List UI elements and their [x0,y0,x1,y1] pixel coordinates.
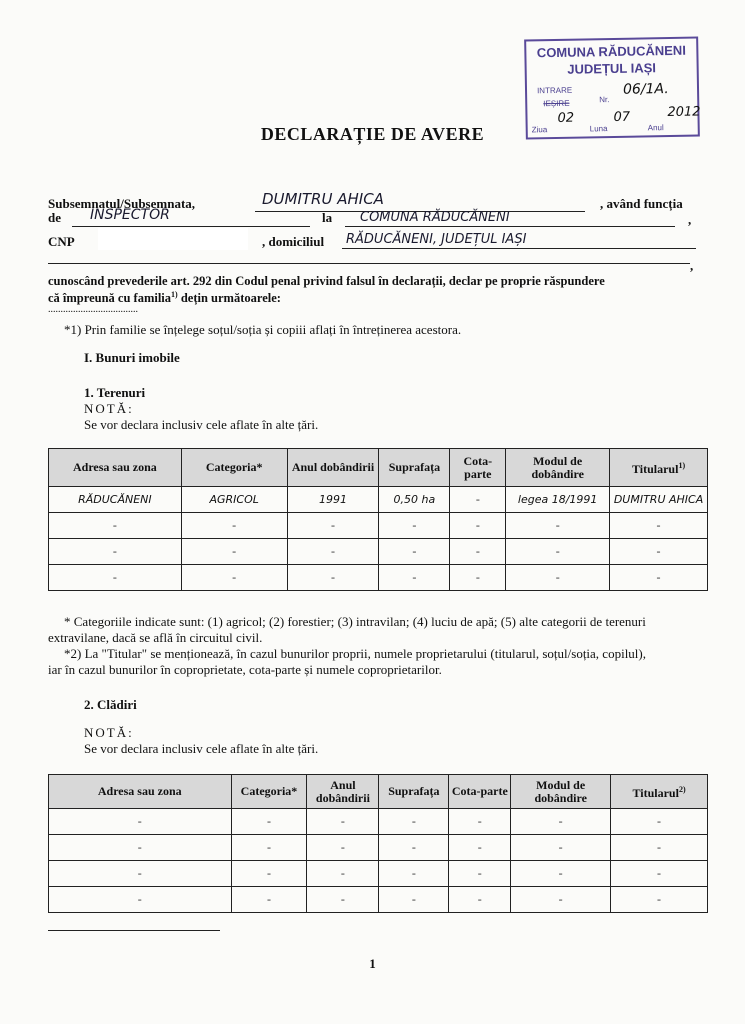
stamp-nr-value: 06/1A. [622,81,669,98]
domiciliul-label: , domiciliul [262,234,325,249]
domiciliul-field: RĂDUCĂNENI, JUDEȚUL IAȘI [346,232,527,247]
column-header: Cota-parte [450,449,506,487]
note-titular: *2) La "Titular" se menționează, în cazul bunurilor proprii, numele proprietarului (titularul, soțul/soția, copilul), [64,646,646,661]
table-cell: - [231,809,307,835]
dots: .................................... [48,304,138,315]
domiciliul-underline-2 [48,263,690,264]
functia-underline [72,226,310,227]
table-cell: - [181,565,287,591]
table-cell: RĂDUCĂNENI [49,487,182,513]
table-cell: - [511,809,611,835]
stamp-intrare: INTRARE [536,85,573,96]
table-cell: DUMITRU AHICA [610,487,708,513]
table-cell: - [49,809,232,835]
table-cell: - [611,835,708,861]
table-cell: - [379,861,449,887]
table-row [49,809,708,835]
cladiri-table [48,774,708,913]
cnp-redacted-field [98,228,248,250]
document-title: DECLARAȚIE DE AVERE [260,124,485,144]
stamp-year: 2012 [667,104,701,121]
table-cell: - [49,565,182,591]
column-header: Titularul$^{2)}$ [611,775,708,809]
stamp-month: 07 [613,109,631,125]
column-header: Suprafața [379,449,450,487]
name-field: DUMITRU AHICA [262,190,384,208]
la-field: COMUNA RĂDUCĂNENI [360,210,510,225]
table-cell: - [379,513,450,539]
table-cell: - [379,809,449,835]
column-header: Anul dobândirii [307,775,379,809]
functia-field: INSPECTOR [90,207,170,223]
stamp-nr-label: Nr. [599,95,610,105]
column-header: Cota-parte [449,775,511,809]
table-cell: - [611,887,708,913]
table-header-row [49,449,708,487]
la-underline [345,226,675,227]
table-cell: - [307,861,379,887]
table-cell: 0,50 ha [379,487,450,513]
column-header: Anul dobândirii [287,449,379,487]
comma1: , [688,212,692,227]
column-header: Categoria* [181,449,287,487]
table-cell: - [231,835,307,861]
table-cell: - [449,887,511,913]
column-header: Modul de dobândire [511,775,611,809]
table-cell: - [231,861,307,887]
note-categorii: * Categoriile indicate sunt: (1) agricol; (2) forestier; (3) intravilan; (4) luciu de apă; (5) alte categorii de terenuri [64,614,646,629]
table-cell: 1991 [287,487,379,513]
table-cell: - [450,487,506,513]
nota-2: NOTĂ: [84,725,134,740]
section-cladiri: 2. Clădiri [84,697,137,712]
table-cell: - [610,513,708,539]
table-cell: AGRICOL [181,487,287,513]
table-cell: - [287,539,379,565]
nota-1: NOTĂ: [84,401,134,416]
table-cell: - [511,835,611,861]
table-cell: - [49,861,232,887]
table-cell: - [379,887,449,913]
domiciliul-underline [342,248,696,249]
table-cell: - [450,565,506,591]
comma2: , [690,258,694,273]
table-header-row [49,775,708,809]
table-cell: - [49,539,182,565]
table-cell: - [307,809,379,835]
table-row [49,539,708,565]
column-header: Categoria* [231,775,307,809]
table-cell: - [379,565,450,591]
column-header: Adresa sau zona [49,775,232,809]
table-row [49,487,708,513]
footnote-separator [48,930,220,931]
table-cell: - [307,887,379,913]
stamp-ziua: Ziua [531,125,548,135]
page-number: 1 [369,956,376,971]
table-cell: - [611,809,708,835]
stamp-iesire: IEȘIRE [543,98,570,109]
de-label: de [48,210,61,225]
avand-functia: , având funcția [600,196,683,211]
table-cell: - [610,565,708,591]
stamp-line1: COMUNA RĂDUCĂNENI [536,42,686,61]
section-bunuri-imobile: I. Bunuri imobile [84,350,180,365]
column-header: Titularul$^{1)}$ [610,449,708,487]
table-row [49,861,708,887]
footnote-family: *1) Prin familie se înțelege soțul/soția și copiii aflați în întreținerea acestora. [64,322,462,337]
stamp-luna: Luna [589,124,608,134]
table-cell: - [287,565,379,591]
cunoscand-text: cunoscând prevederile art. 292 din Codul penal privind falsul în declarații, declar pe proprie răspundere [48,274,605,288]
column-header: Modul de dobândire [506,449,610,487]
table-cell: - [610,539,708,565]
table-cell: - [506,565,610,591]
table-cell: - [506,513,610,539]
table-cell: legea 18/1991 [506,487,610,513]
table-cell: - [49,835,232,861]
nota-1-text: Se vor declara inclusiv cele aflate în alte țări. [84,417,319,432]
table-cell: - [379,835,449,861]
table-cell: - [511,861,611,887]
table-cell: - [49,887,232,913]
table-cell: - [181,513,287,539]
table-cell: - [287,513,379,539]
table-cell: - [506,539,610,565]
column-header: Adresa sau zona [49,449,182,487]
table-cell: - [449,835,511,861]
note-titular-2: iar în cazul bunurilor în coproprietate, cota-parte și numele coproprietarilor. [48,662,442,677]
column-header: Suprafața [379,775,449,809]
table-row [49,513,708,539]
table-cell: - [611,861,708,887]
table-cell: - [511,887,611,913]
subsemnatul-label: Subsemnatul/Subsemnata, [48,196,196,211]
table-row [49,887,708,913]
note-categorii-2: extravilane, dacă se află în circuitul civil. [48,630,263,645]
stamp-day: 02 [557,110,575,126]
table-cell: - [449,861,511,887]
table-cell: - [181,539,287,565]
nota-2-text: Se vor declara inclusiv cele aflate în alte țări. [84,741,319,756]
table-cell: - [307,835,379,861]
cnp-label: CNP [48,234,75,249]
table-cell: - [450,539,506,565]
table-cell: - [49,513,182,539]
table-cell: - [379,539,450,565]
stamp-line2: JUDEȚUL IAȘI [567,60,657,77]
section-terenuri: 1. Terenuri [84,385,146,400]
la-label: la [322,210,333,225]
table-cell: - [449,809,511,835]
terenuri-table [48,448,708,591]
table-cell: - [231,887,307,913]
stamp-anul: Anul [647,123,664,133]
table-row [49,835,708,861]
table-cell: - [450,513,506,539]
table-row [49,565,708,591]
impreuna-text: că împreună cu familia$^{1)}$ dețin următoarele: [48,290,281,306]
